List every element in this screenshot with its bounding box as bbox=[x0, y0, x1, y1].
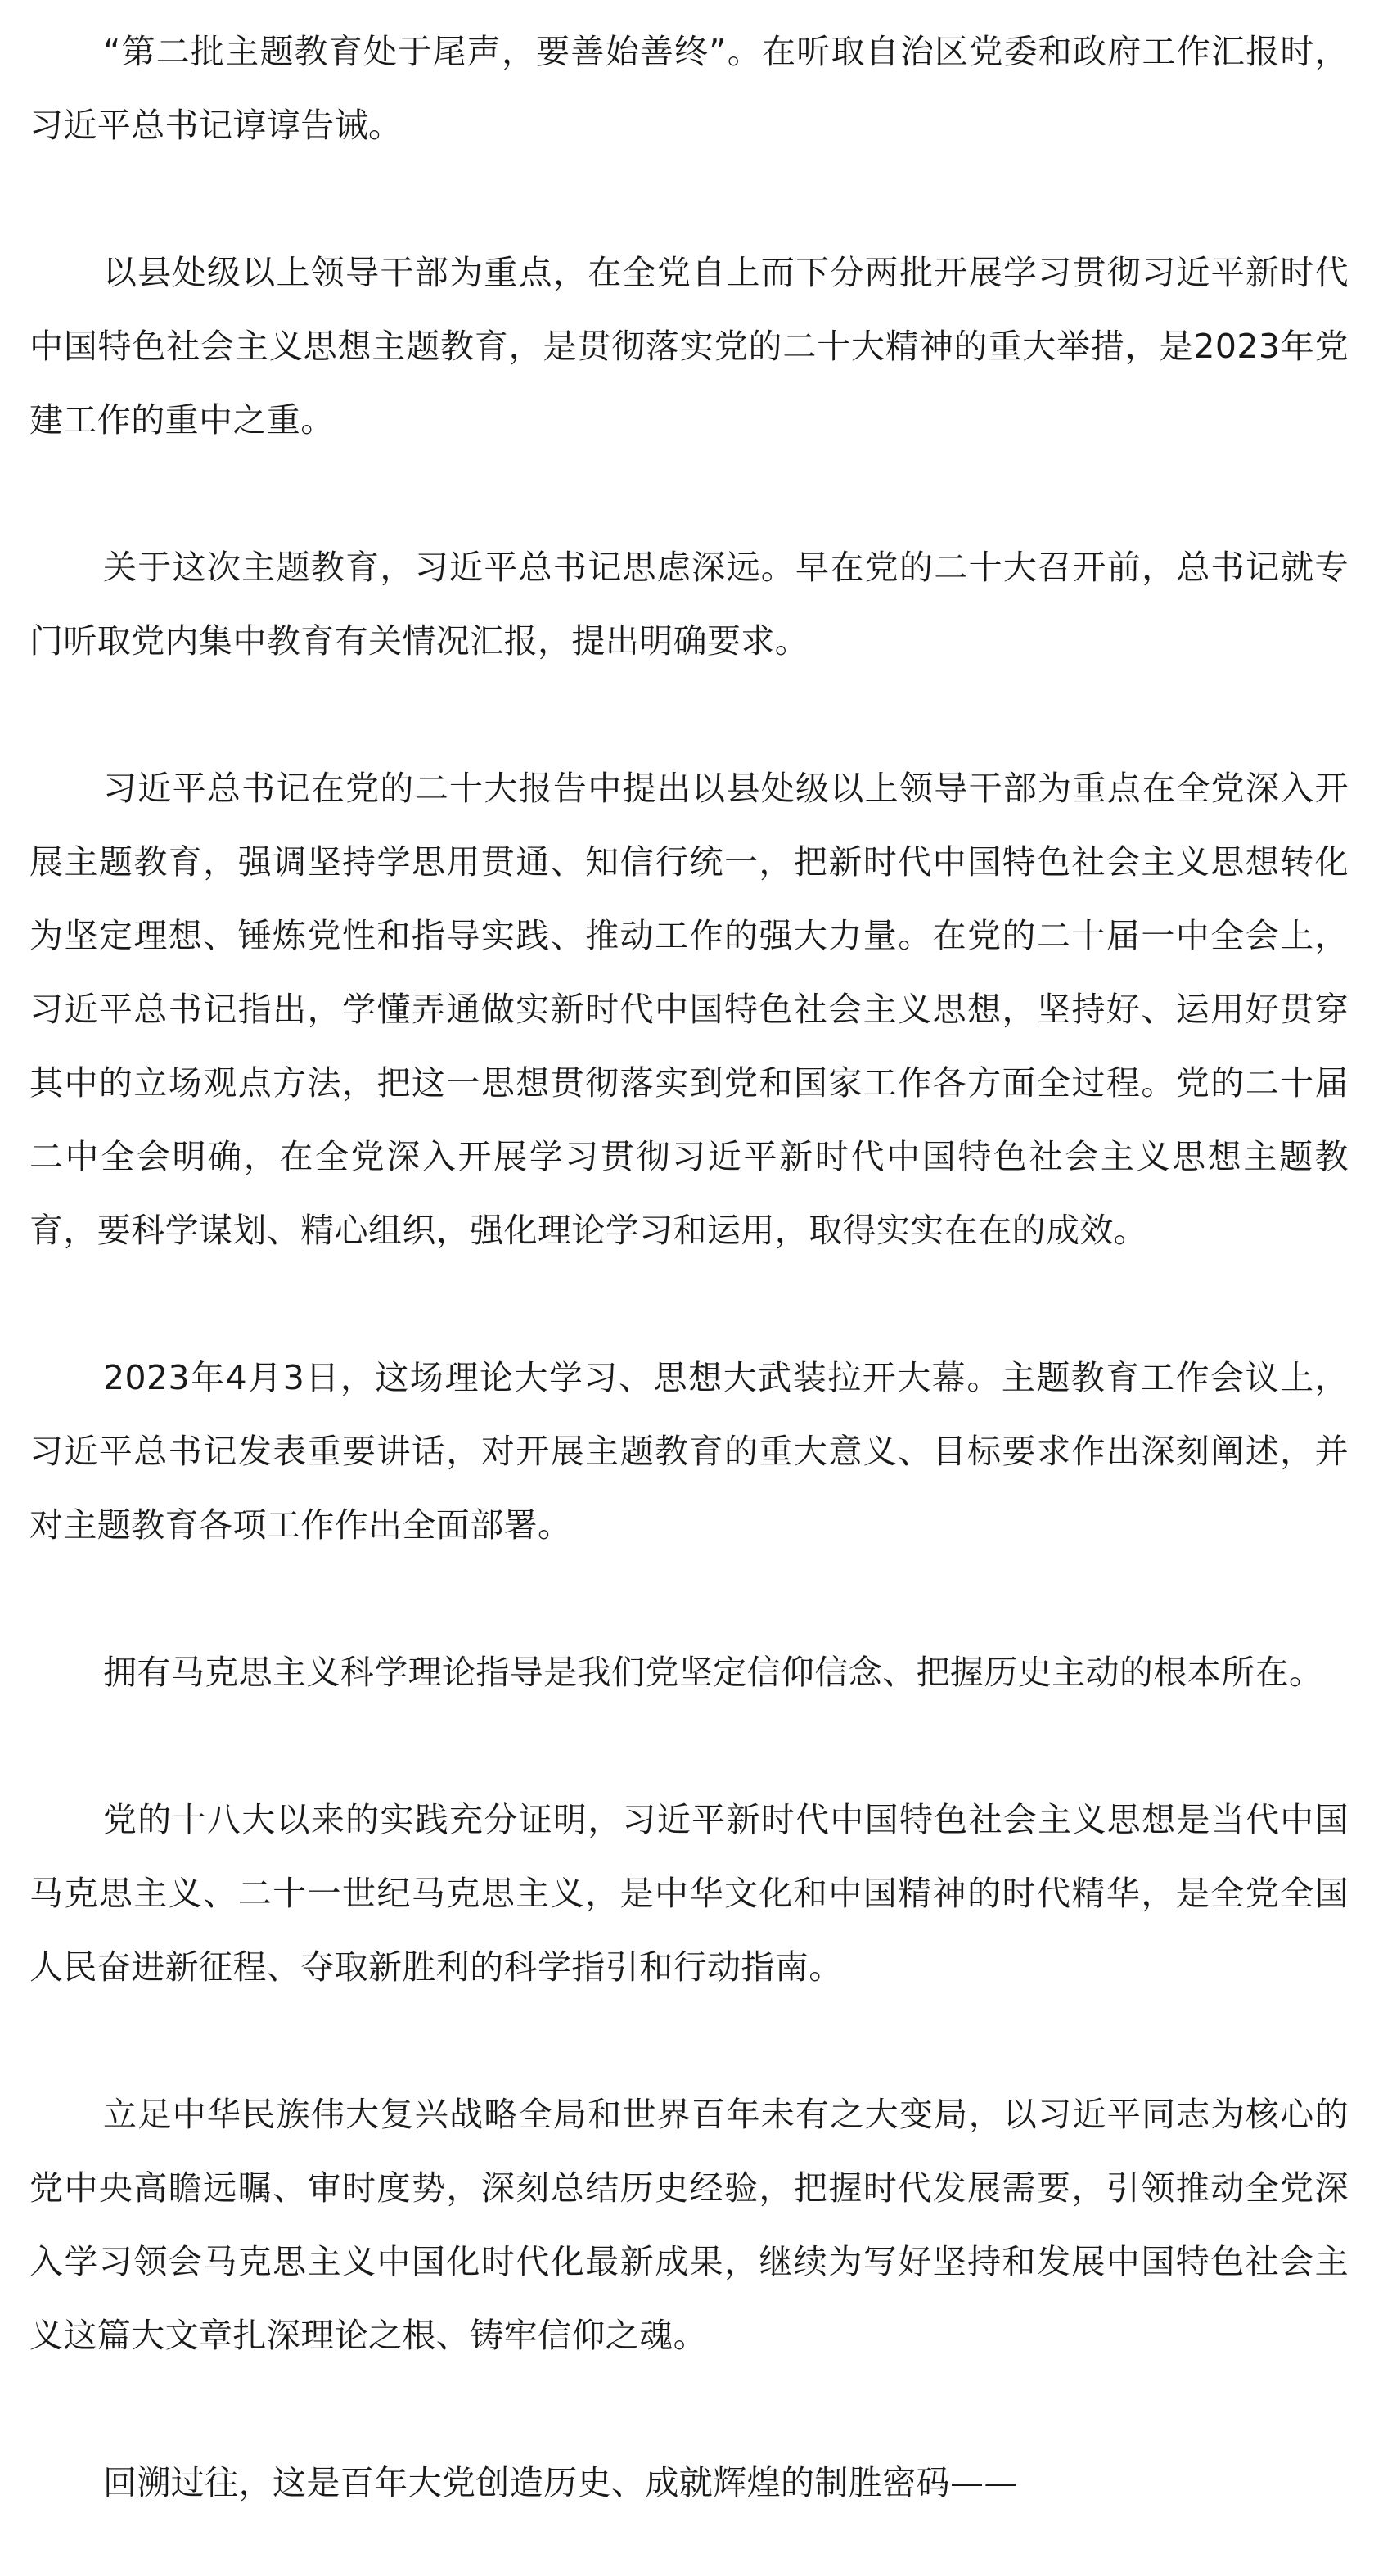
paragraph-2: 以县处级以上领导干部为重点，在全党自上而下分两批开展学习贯彻习近平新时代中国特色社会主义思想主题教育，是贯彻落实党的二十大精神的重大举措，是2023年党建工作的重中之重。 bbox=[29, 253, 1349, 440]
paragraph-9: 回溯过往，这是百年大党创造历史、成就辉煌的制胜密码—— bbox=[103, 2463, 1018, 2502]
paragraph-4: 习近平总书记在党的二十大报告中提出以县处级以上领导干部为重点在全党深入开展主题教育，强调坚持学思用贯通、知信行统一，把新时代中国特色社会主义思想转化为坚定理想、锤炼党性和指导实践、推动工作的强大力量。在党的二十届一中全会上，习近平总书记指出，学懂弄通做实新时代中国特色社会主义思想，坚持好、运用好贯穿其中的立场观点方法，把这一思想贯彻落实到党和国家工作各方面全过程。党的二十届二中全会明确，在全党深入开展学习贯彻习近平新时代中国特色社会主义思想主题教育，要科学谋划、精心组织，强化理论学习和运用，取得实实在在的成效。 bbox=[29, 769, 1349, 1250]
paragraph-5: 2023年4月3日，这场理论大学习、思想大武装拉开大幕。主题教育工作会议上，习近平总书记发表重要讲话，对开展主题教育的重大意义、目标要求作出深刻阐述，并对主题教育各项工作作出全面部署。 bbox=[29, 1358, 1349, 1545]
paragraph-1: “第二批主题教育处于尾声，要善始善终”。在听取自治区党委和政府工作汇报时，习近平总书记谆谆告诫。 bbox=[29, 32, 1349, 145]
paragraph-6: 拥有马克思主义科学理论指导是我们党坚定信仰信念、把握历史主动的根本所在。 bbox=[103, 1653, 1323, 1692]
paragraph-7: 党的十八大以来的实践充分证明，习近平新时代中国特色社会主义思想是当代中国马克思主义、二十一世纪马克思主义，是中华文化和中国精神的时代精华，是全党全国人民奋进新征程、夺取新胜利的科学指引和行动指南。 bbox=[29, 1800, 1349, 1987]
paragraph-3: 关于这次主题教育，习近平总书记思虑深远。早在党的二十大召开前，总书记就专门听取党内集中教育有关情况汇报，提出明确要求。 bbox=[29, 548, 1349, 661]
paragraph-8: 立足中华民族伟大复兴战略全局和世界百年未有之大变局，以习近平同志为核心的党中央高瞻远瞩、审时度势，深刻总结历史经验，把握时代发展需要，引领推动全党深入学习领会马克思主义中国化时代化最新成果，继续为写好坚持和发展中国特色社会主义这篇大文章扎深理论之根、铸牢信仰之魂。 bbox=[29, 2095, 1349, 2355]
article-body bbox=[29, 15, 1349, 2520]
